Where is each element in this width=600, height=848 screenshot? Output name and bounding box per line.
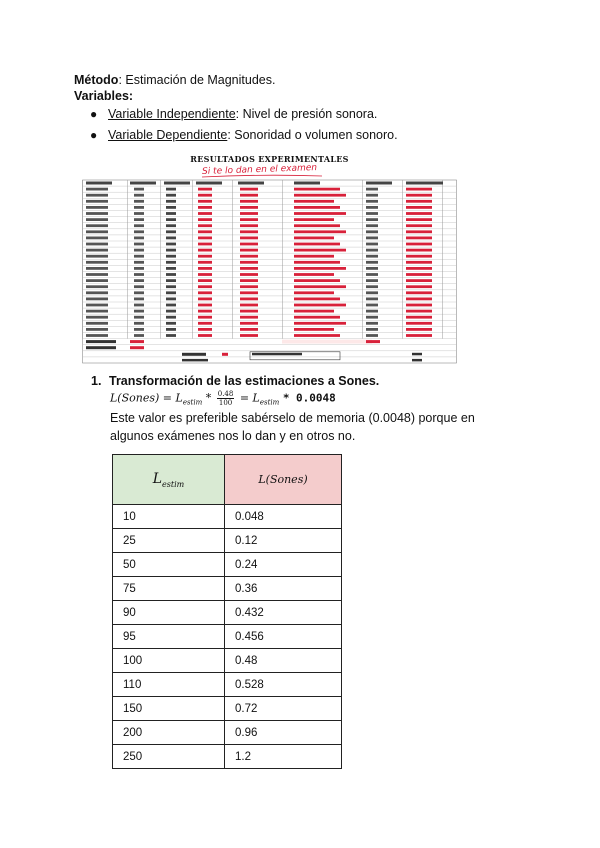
table-row (113, 505, 342, 529)
table-row (113, 553, 342, 577)
cell-sones: 0.456 (225, 625, 342, 649)
cell-sones: 0.72 (225, 697, 342, 721)
table-row (113, 529, 342, 553)
memory-note: Este valor es preferible sabérselo de memoria (0.0048) porque en algunos exámenes nos lo dan y en otros no. (110, 411, 475, 443)
cell-sones: 0.48 (225, 649, 342, 673)
header-estim: $L_{estim}$ (113, 455, 225, 505)
cell-sones: 1.2 (225, 745, 342, 769)
header-sones: L(Sones) (225, 455, 342, 505)
cell-estim: 100 (113, 649, 225, 673)
cell-estim: 95 (113, 625, 225, 649)
bullet-icon: ● (90, 128, 98, 142)
variable-label: Variable Independiente (108, 107, 236, 121)
cell-estim: 75 (113, 577, 225, 601)
table-row (113, 625, 342, 649)
method-text: : Estimación de Magnitudes. (118, 73, 276, 87)
results-table-picture (82, 150, 457, 370)
cell-estim: 10 (113, 505, 225, 529)
bullet-icon: ● (90, 107, 98, 121)
conversion-formula: L(Sones) = $L_{estim}$ * $\frac{0.48}{100} = L_{estim} * 0.0048$ (110, 390, 336, 407)
table-row (113, 721, 342, 745)
cell-estim: 110 (113, 673, 225, 697)
cell-sones: 0.048 (225, 505, 342, 529)
cell-sones: 0.36 (225, 577, 342, 601)
list-item (90, 104, 398, 125)
table-row (113, 577, 342, 601)
cell-sones: 0.528 (225, 673, 342, 697)
variable-text: : Nivel de presión sonora. (235, 107, 378, 121)
table-row (113, 673, 342, 697)
cell-estim: 25 (113, 529, 225, 553)
variables-title: Variables: (74, 89, 134, 103)
cell-sones: 0.12 (225, 529, 342, 553)
results-title: RESULTADOS EXPERIMENTALES (190, 154, 349, 164)
variables-list (90, 104, 398, 146)
table-row (113, 649, 342, 673)
method-label: Método (74, 73, 119, 87)
cell-estim: 250 (113, 745, 225, 769)
list-item (90, 125, 398, 146)
cell-sones: 0.96 (225, 721, 342, 745)
table-row (113, 745, 342, 769)
table-row (113, 601, 342, 625)
cell-sones: 0.432 (225, 601, 342, 625)
method-line (74, 73, 275, 87)
cell-sones: 0.24 (225, 553, 342, 577)
sones-table (112, 454, 342, 769)
cell-estim: 150 (113, 697, 225, 721)
variable-text: : Sonoridad o volumen sonoro. (227, 128, 398, 142)
section-heading: 1. Transformación de las estimaciones a Sones. (91, 374, 380, 388)
handwritten-note: Si te lo dan en el examen (201, 162, 318, 178)
variable-label: Variable Dependiente (108, 128, 228, 142)
cell-estim: 200 (113, 721, 225, 745)
table-row (113, 697, 342, 721)
cell-estim: 50 (113, 553, 225, 577)
results-screenshot (82, 150, 457, 370)
cell-estim: 90 (113, 601, 225, 625)
